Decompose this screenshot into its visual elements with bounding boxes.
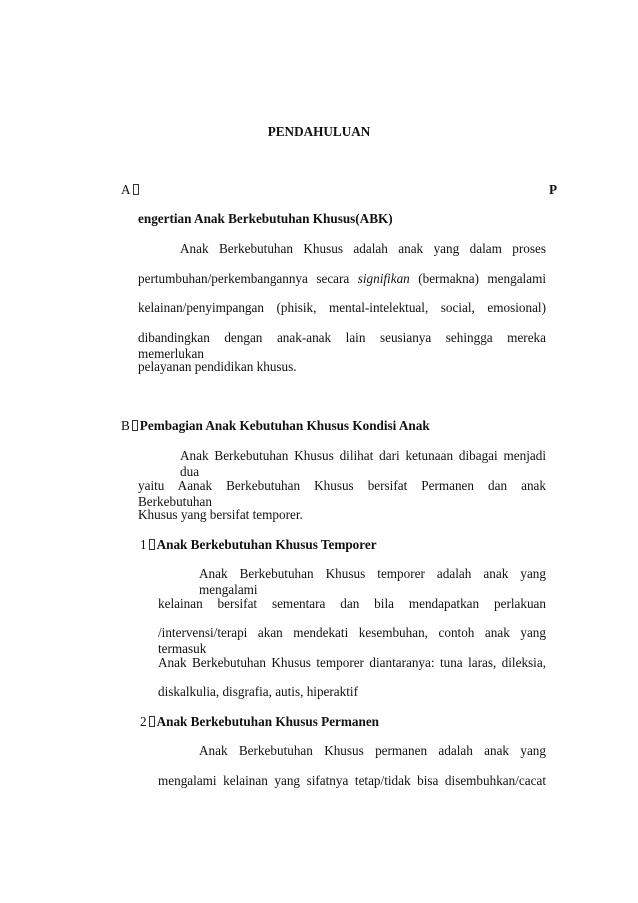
italic-term: signifikan <box>357 271 410 286</box>
section-a-para-line-1: Anak Berkebutuhan Khusus adalah anak yang dalam proses <box>180 241 546 256</box>
missing-glyph-icon <box>133 184 139 195</box>
para-text: (bermakna) mengalami <box>418 271 546 286</box>
subsection-2-line-1: Anak Berkebutuhan Khusus permanen adalah anak yang <box>199 743 546 758</box>
para-text: pertumbuhan/perkembangannya secara <box>138 271 350 286</box>
subsection-2-line-2: mengalami kelainan yang sifatnya tetap/tidak bisa disembuhkan/cacat <box>158 773 546 788</box>
subsection-1-line-1: Anak Berkebutuhan Khusus temporer adalah anak yang mengalami <box>199 566 546 597</box>
subsection-2-heading-row <box>140 714 379 730</box>
subsection-1-line-5: diskalkulia, disgrafia, autis, hiperaktif <box>158 684 358 699</box>
section-a-heading: engertian Anak Berkebutuhan Khusus(ABK) <box>138 211 393 226</box>
section-a-para-line-5: pelayanan pendidikan khusus. <box>138 359 297 374</box>
subsection-2-heading: Anak Berkebutuhan Khusus Permanen <box>156 714 380 729</box>
missing-glyph-icon <box>132 420 138 431</box>
section-a-para-line-3: kelainan/penyimpangan (phisik, mental-intelektual, social, emosional) <box>138 300 546 315</box>
subsection-1-heading: Anak Berkebutuhan Khusus Temporer <box>156 537 377 552</box>
missing-glyph-icon <box>149 716 155 727</box>
missing-glyph-icon <box>149 539 155 550</box>
page-title: PENDAHULUAN <box>267 124 371 139</box>
section-b-para-line-3: Khusus yang bersifat temporer. <box>138 507 303 522</box>
section-b-heading: Pembagian Anak Kebutuhan Khusus Kondisi Anak <box>139 418 430 433</box>
subsection-2-number: 2 <box>140 714 147 729</box>
subsection-1-line-3: /intervensi/terapi akan mendekati kesembuhan, contoh anak yang termasuk <box>158 625 546 656</box>
section-b-heading-row <box>121 418 430 434</box>
section-b-letter: B <box>121 418 130 433</box>
section-a-para-line-2 <box>138 271 546 287</box>
section-b-para-line-1: Anak Berkebutuhan Khusus dilihat dari ketunaan dibagai menjadi dua <box>180 448 546 479</box>
section-a-letter: A <box>121 182 131 197</box>
subsection-1-heading-row <box>140 537 377 553</box>
subsection-1-line-4: Anak Berkebutuhan Khusus temporer diantaranya: tuna laras, dileksia, <box>158 655 546 670</box>
section-a-marker <box>121 182 141 198</box>
subsection-1-number: 1 <box>140 537 147 552</box>
section-a-heading-first-letter: P <box>549 182 558 197</box>
subsection-1-line-2: kelainan bersifat sementara dan bila mendapatkan perlakuan <box>158 596 546 611</box>
section-b-para-line-2: yaitu Aanak Berkebutuhan Khusus bersifat Permanen dan anak Berkebutuhan <box>138 478 546 509</box>
section-a-para-line-4: dibandingkan dengan anak-anak lain seusianya sehingga mereka memerlukan <box>138 330 546 361</box>
